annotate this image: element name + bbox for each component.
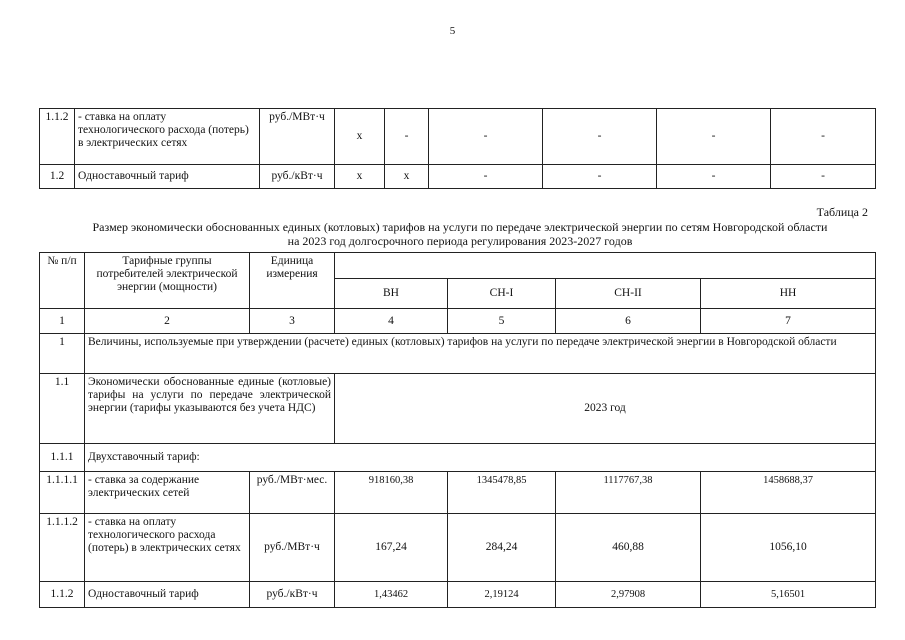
cell: - [771,165,876,189]
value-cell: 2,97908 [556,582,701,608]
caption-line-2: на 2023 год долгосрочного периода регулирования 2023-2027 годов [287,234,633,248]
header-blank [335,253,876,279]
row-name: Двухставочный тариф: [85,444,876,472]
cell: - [385,109,429,165]
row-number: 1.1.1.1 [40,472,85,514]
value-cell: 918160,38 [335,472,448,514]
row-number: 1.1.2 [40,582,85,608]
row-number: 1.1.2 [40,109,75,165]
header-row [40,253,876,279]
header-level-sn1: СН-I [448,279,556,309]
table-row [40,374,876,444]
cell: - [543,165,657,189]
row-name: Одноставочный тариф [75,165,260,189]
value-cell: 1056,10 [701,514,876,582]
year-label: 2023 год [335,374,876,444]
value-cell: 5,16501 [701,582,876,608]
cell: х [385,165,429,189]
cell: х [335,109,385,165]
index-cell: 7 [701,309,876,334]
index-cell: 5 [448,309,556,334]
value-cell: 460,88 [556,514,701,582]
table-row [40,514,876,582]
tariff-table [39,252,876,608]
value-cell: 1,43462 [335,582,448,608]
row-number: 1.1.1 [40,444,85,472]
row-number: 1.2 [40,165,75,189]
table-row [40,109,876,165]
table-row [40,334,876,374]
table-row [40,582,876,608]
table-caption [40,220,880,248]
row-name: - ставка на оплату технологического расхода (потерь) в электрических сетях [75,109,260,165]
index-cell: 6 [556,309,701,334]
cell: - [771,109,876,165]
caption-line-1: Размер экономически обоснованных единых (котловых) тарифов на услуги по передаче электрической энергии по сетям Новгородской области [92,220,828,234]
row-unit: руб./кВт·ч [260,165,335,189]
index-cell: 4 [335,309,448,334]
row-name: - ставка на оплату технологического расхода (потерь) в электрических сетях [85,514,250,582]
value-cell: 1117767,38 [556,472,701,514]
cell: - [657,109,771,165]
index-cell: 2 [85,309,250,334]
row-name: - ставка за содержание электрических сетей [85,472,250,514]
row-number: 1.1 [40,374,85,444]
row-unit: руб./МВт·мес. [250,472,335,514]
table-label: Таблица 2 [816,205,868,219]
header-level-vn: ВН [335,279,448,309]
row-unit: руб./МВт·ч [250,514,335,582]
row-unit: руб./МВт·ч [260,109,335,165]
header-num: № п/п [40,253,85,309]
value-cell: 167,24 [335,514,448,582]
section-title: Величины, используемые при утверждении (расчете) единых (котловых) тарифов на услуги по передаче электрической энергии в Новгородской области [85,334,876,374]
header-level-sn2: СН-II [556,279,701,309]
index-cell: 3 [250,309,335,334]
value-cell: 1458688,37 [701,472,876,514]
cell: х [335,165,385,189]
value-cell: 284,24 [448,514,556,582]
header-unit: Единица измерения [250,253,335,309]
cell: - [657,165,771,189]
header-level-nn: НН [701,279,876,309]
row-name: Экономически обоснованные единые (котловые) тарифы на услуги по передаче электрической энергии (тарифы указываются без учета НДС) [85,374,335,444]
row-number: 1.1.1.2 [40,514,85,582]
header-groups: Тарифные группы потребителей электрической энергии (мощности) [85,253,250,309]
index-row [40,309,876,334]
table-row [40,165,876,189]
row-name: Одноставочный тариф [85,582,250,608]
value-cell: 1345478,85 [448,472,556,514]
continuation-table [39,108,876,189]
table-row [40,444,876,472]
index-cell: 1 [40,309,85,334]
table-row [40,472,876,514]
cell: - [429,165,543,189]
value-cell: 2,19124 [448,582,556,608]
cell: - [429,109,543,165]
page-number: 5 [449,25,456,37]
cell: - [543,109,657,165]
row-number: 1 [40,334,85,374]
row-unit: руб./кВт·ч [250,582,335,608]
